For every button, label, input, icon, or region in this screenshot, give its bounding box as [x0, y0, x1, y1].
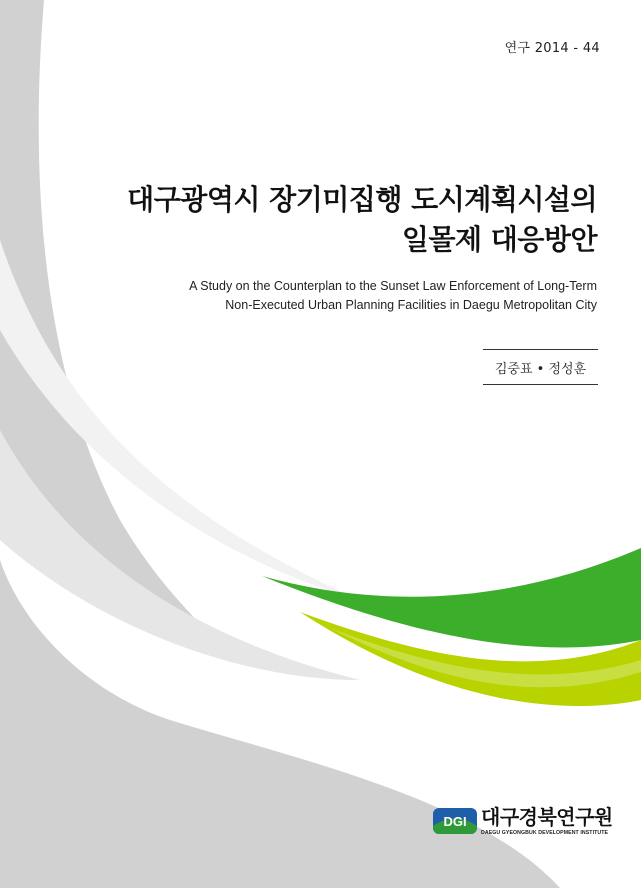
subtitle-line-2: Non-Executed Urban Planning Facilities in Daegu Metropolitan City — [225, 298, 597, 312]
english-subtitle — [77, 277, 597, 315]
authors: 김중표 • 정성훈 — [483, 349, 598, 385]
report-number: 연구 2014 - 44 — [504, 41, 600, 56]
subtitle-line-1: A Study on the Counterplan to the Sunset Law Enforcement of Long-Term — [189, 279, 597, 293]
title-line-2: 일몰제 대응방안 — [401, 223, 597, 256]
institute-name-ko: 대구경북연구원 — [481, 805, 613, 829]
logo-mark-text: DGI — [443, 814, 467, 829]
page-title — [77, 180, 597, 260]
logo-text — [481, 806, 613, 836]
title-line-1: 대구광역시 장기미집행 도시계획시설의 — [127, 183, 597, 216]
dgi-logo-icon — [433, 806, 477, 836]
institute-name-en: DAEGU GYEONGBUK DEVELOPMENT INSTITUTE — [481, 830, 609, 836]
green-swoosh — [262, 548, 641, 647]
institute-logo — [433, 806, 613, 836]
